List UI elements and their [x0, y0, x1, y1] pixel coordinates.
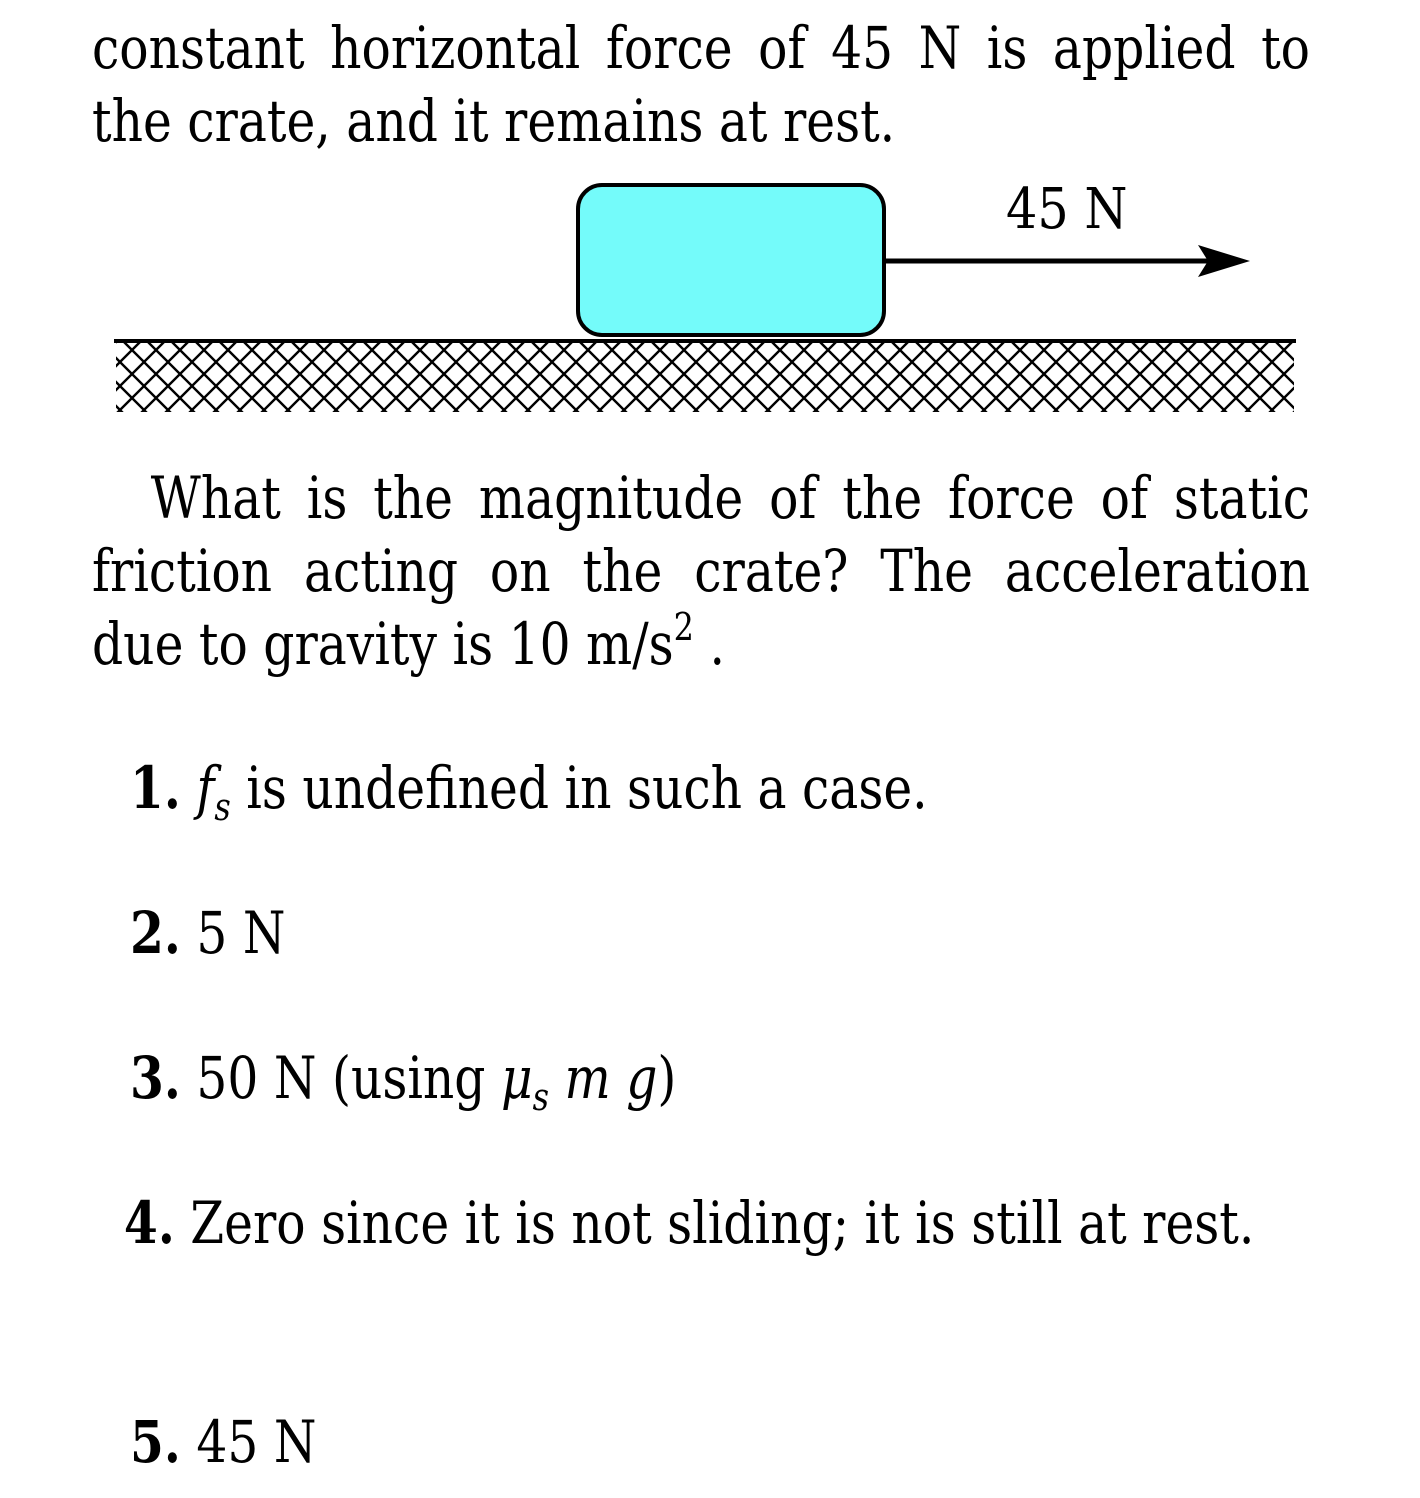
- choice-3: [130, 1042, 676, 1122]
- choice-text: 50 N (using: [180, 1044, 501, 1112]
- choice-2: [130, 897, 285, 970]
- math-symbol: μ: [500, 1044, 533, 1112]
- choice-1: [130, 752, 928, 832]
- choice-text: Zero since it is not sliding; it is still at rest.: [174, 1189, 1255, 1257]
- intro-text: constant horizontal force of 45 N is applied to the crate, and it remains at rest.: [92, 14, 1310, 155]
- choice-5: [130, 1406, 316, 1479]
- question-text: What is the magnitude of the force of static friction acting on the crate? The acceleration due to gravity is 10 m/s: [92, 464, 1310, 678]
- question-end: .: [693, 610, 725, 678]
- choice-number: 1.: [130, 754, 181, 822]
- force-label: 45 N: [1006, 177, 1128, 242]
- force-diagram: [0, 170, 1420, 430]
- ground-surface: [114, 341, 1296, 412]
- choice-text: 45 N: [180, 1408, 317, 1476]
- choice-number: 5.: [130, 1408, 181, 1476]
- choice-text: 5 N: [180, 899, 286, 967]
- intro-paragraph: [92, 12, 1310, 158]
- math-symbol: m g: [549, 1044, 658, 1112]
- math-symbol: f: [196, 754, 215, 822]
- choice-text: is undefined in such a case.: [230, 754, 928, 822]
- choice-number: 3.: [130, 1044, 181, 1112]
- exponent: 2: [673, 605, 694, 649]
- crate: [578, 185, 884, 335]
- question-paragraph: [92, 462, 1310, 681]
- choice-text-end: ): [657, 1044, 677, 1112]
- force-arrow: [884, 245, 1250, 277]
- choice-number: 4.: [123, 1189, 175, 1257]
- math-subscript: s: [214, 785, 231, 829]
- choice-number: 2.: [130, 899, 181, 967]
- math-subscript: s: [532, 1075, 550, 1119]
- choice-4: [92, 1187, 1310, 1260]
